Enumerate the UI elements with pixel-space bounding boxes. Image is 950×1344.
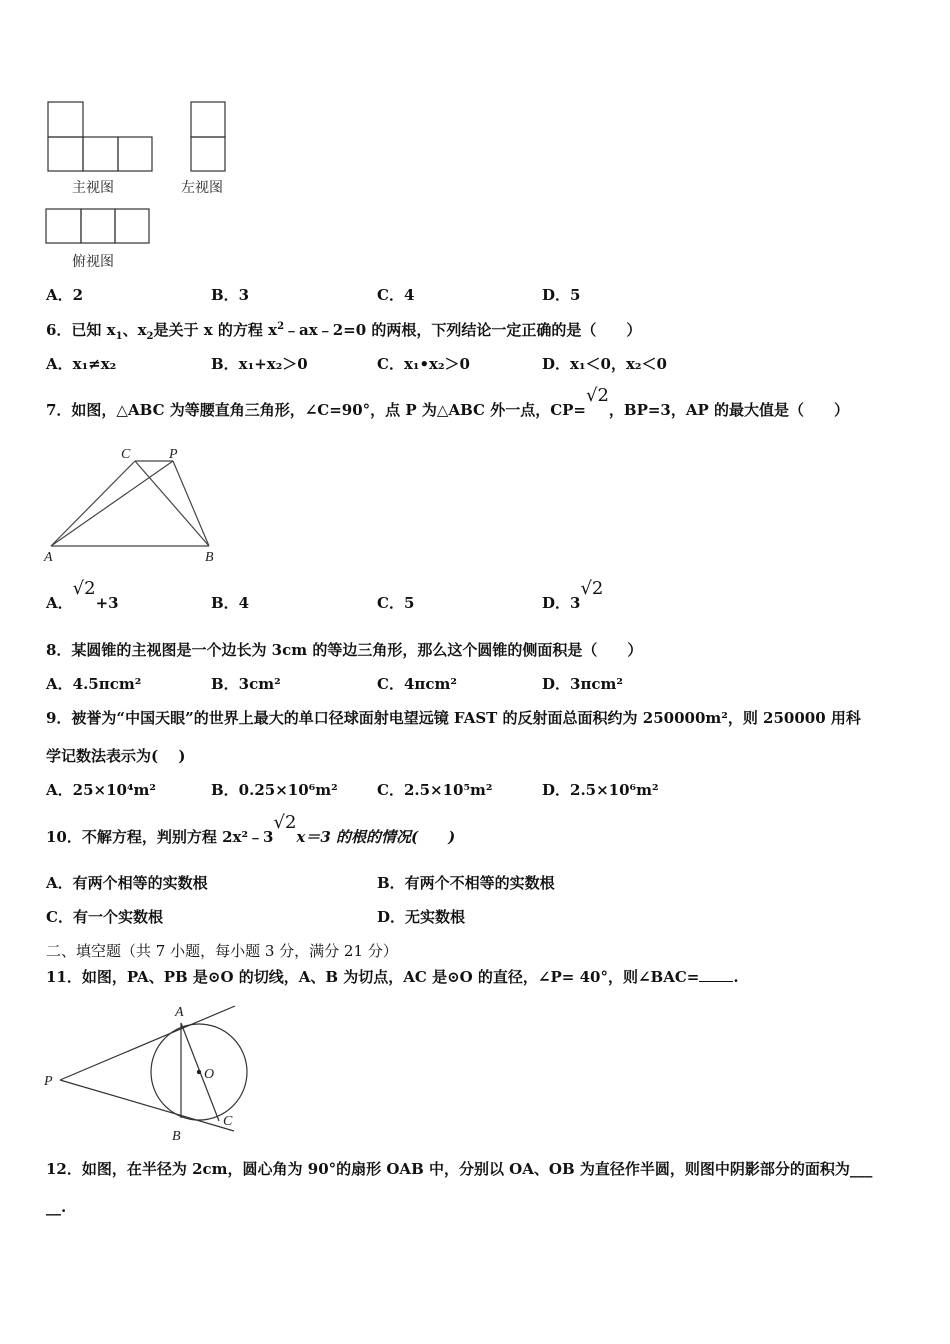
subscript: 2 [146, 331, 154, 342]
q9-option-b: B．0.25×10⁶m² [211, 781, 338, 799]
q10-stem-part: x＝3 的根的情况( ) [296, 828, 456, 846]
q7-option-d-prefix: D．3 [542, 594, 581, 612]
q7-label-b: B [205, 550, 214, 565]
q10-option-b: B．有两个不相等的实数根 [377, 874, 555, 892]
q7-option-a-tail: +3 [95, 594, 119, 612]
q6-option-b: B．x₁+x₂＞0 [211, 355, 308, 373]
q8-option-a: A．4.5πcm² [46, 675, 142, 693]
q5-option-b: B．3 [211, 286, 250, 304]
q10-option-d: D．无实数根 [377, 908, 466, 926]
sqrt-two: √2 [72, 578, 96, 599]
q6-stem-part: 是关于 x 的方程 x [153, 321, 278, 339]
answer-blank[interactable] [699, 967, 733, 982]
subscript: 1 [115, 331, 123, 342]
superscript: 2 [277, 321, 285, 332]
q7-stem-part: ，BP=3，AP 的最大值是（ ） [608, 401, 850, 419]
q6-option-a: A．x₁≠x₂ [46, 355, 117, 373]
q6-stem-part: ﹣ax﹣2=0 的两根，下列结论一定正确的是（ ） [284, 321, 642, 339]
front-view-label: 主视图 [72, 180, 114, 196]
q11-circle-figure [0, 0, 260, 1150]
q11-stem-part: 11．如图，PA、PB 是⊙O 的切线，A、B 为切点，AC 是⊙O 的直径，∠P= 40°，则∠BAC= [46, 968, 700, 986]
q7-option-c: C．5 [377, 594, 415, 612]
q7-option-a-prefix: A． [46, 594, 73, 612]
q5-option-d: D．5 [542, 286, 581, 304]
q11-label-c: C [223, 1114, 233, 1129]
sqrt-two: √2 [585, 385, 609, 406]
q11-stem-part: . [733, 968, 739, 986]
q10-option-c: C．有一个实数根 [46, 908, 163, 926]
q9-option-a: A．25×10⁴m² [46, 781, 156, 799]
q12-stem-line2: __. [46, 1198, 67, 1216]
q10-stem-part: 10．不解方程，判别方程 2x²﹣3 [46, 828, 274, 846]
q7-option-d [542, 578, 604, 613]
q11-label-o: O [204, 1067, 215, 1082]
q9-stem-line2: 学记数法表示为( ) [46, 747, 186, 765]
sqrt-two: √2 [580, 578, 604, 599]
q5-option-a: A．2 [46, 286, 84, 304]
q6-option-c: C．x₁•x₂＞0 [377, 355, 470, 373]
q8-option-c: C．4πcm² [377, 675, 457, 693]
q9-option-d: D．2.5×10⁶m² [542, 781, 659, 799]
q9-option-c: C．2.5×10⁵m² [377, 781, 493, 799]
q8-option-d: D．3πcm² [542, 675, 623, 693]
left-view-label: 左视图 [181, 180, 223, 196]
q11-label-b: B [172, 1129, 181, 1144]
q10-option-a: A．有两个相等的实数根 [46, 874, 208, 892]
q6-stem-part: 6．已知 x [46, 321, 116, 339]
q11-label-a: A [175, 1005, 184, 1020]
q9-stem-line1: 9．被誉为“中国天眼”的世界上最大的单口径球面射电望远镜 FAST 的反射面总面积约为 250000m²，则 250000 用科 [46, 709, 861, 727]
q7-label-a: A [44, 550, 53, 565]
q7-label-c: C [121, 447, 131, 462]
sqrt-two: √2 [273, 812, 297, 833]
q7-label-p: P [169, 447, 178, 462]
q7-option-b: B．4 [211, 594, 250, 612]
q8-stem: 8．某圆锥的主视图是一个边长为 3cm 的等边三角形，那么这个圆锥的侧面积是（ ） [46, 641, 643, 659]
q8-option-b: B．3cm² [211, 675, 281, 693]
top-view-label: 俯视图 [72, 254, 114, 270]
q11-label-p: P [44, 1074, 53, 1089]
q7-stem-part: 7．如图，△ABC 为等腰直角三角形，∠C=90°，点 P 为△ABC 外一点，CP= [46, 401, 586, 419]
q6-stem-part: 、x [122, 321, 147, 339]
section-heading: 二、填空题（共 7 小题，每小题 3 分，满分 21 分） [46, 942, 398, 960]
q5-option-c: C．4 [377, 286, 415, 304]
q12-stem-line1: 12．如图，在半径为 2cm，圆心角为 90°的扇形 OAB 中，分别以 OA、OB 为直径作半圆，则图中阴影部分的面积为___ [46, 1160, 873, 1178]
q6-option-d: D．x₁＜0，x₂＜0 [542, 355, 667, 373]
